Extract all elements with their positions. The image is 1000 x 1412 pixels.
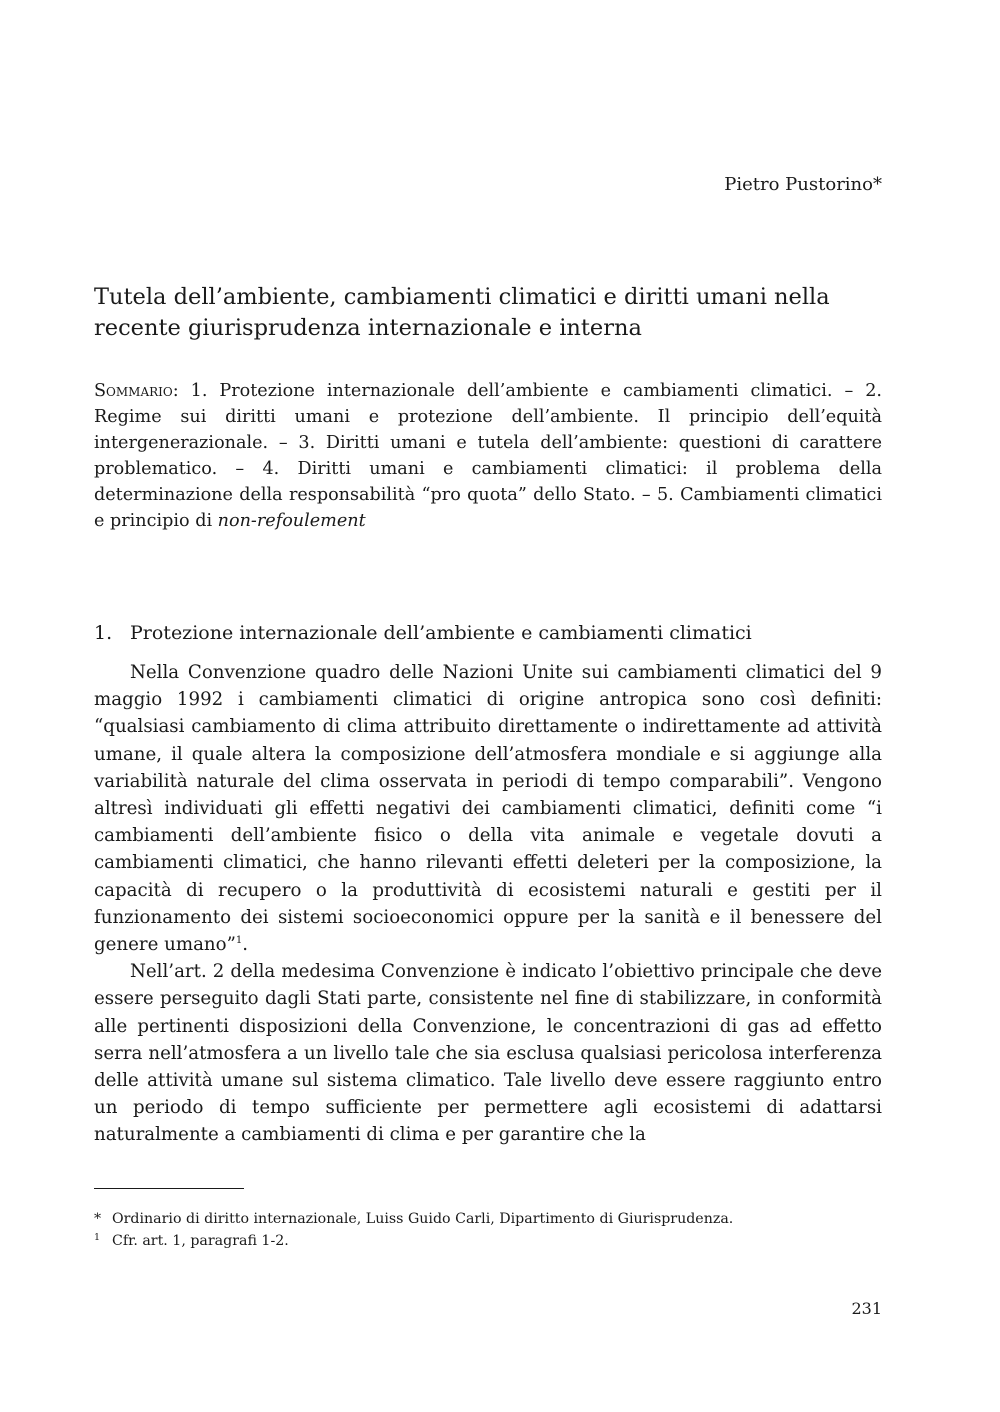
footnote-text: Cfr. art. 1, paragrafi 1-2. (112, 1233, 289, 1249)
paragraph-1 (94, 659, 882, 958)
paragraph-2 (94, 958, 882, 1148)
summary-text: 1. Protezione internazionale dell’ambiente e cambiamenti climatici. – 2. Regime sui diritti umani e protezione dell’ambiente. Il principio dell’equità intergenerazionale. – 3. Diritti umani e tutela dell’ambiente: questioni di carattere problematico. – 4. Diritti umani e cambiamenti climatici: il problema della determinazione della responsabilità “pro quota” dello Stato. – 5. Cambiamenti climatici e principio di (94, 381, 882, 531)
footnote-divider (94, 1188, 244, 1189)
paragraph-1-text: Nella Convenzione quadro delle Nazioni Unite sui cambiamenti climatici del 9 maggio 1992 i cambiamenti climatici di origine antropica sono così definiti: “qualsiasi cambiamento di clima attribuito direttamente o indirettamente ad attività umane, il quale altera la composizione dell’atmosfera mondiale e si aggiunge alla variabilità naturale del clima osservata in periodi di tempo comparabili”. Vengono altresì individuati gli effetti negativi dei cambiamenti climatici, definiti come “i cambiamenti dell’ambiente fisico o della vita animale e vegetale dovuti a cambiamenti climatici, che hanno rilevanti effetti deleteri per la composizione, la capacità di recupero o la produttività di ecosistemi naturali e gestiti per il funzionamento dei sistemi socioeconomici oppure per la sanità e il benessere del genere umano” (94, 662, 882, 956)
footnote-author (94, 1208, 882, 1230)
paragraph-1-tail: . (242, 934, 249, 956)
summary-italic: non-refoulement (217, 511, 366, 531)
article-title: Tutela dell’ambiente, cambiamenti climatici e diritti umani nella recente giurisprudenza internazionale e interna (94, 284, 830, 341)
footnote-ref-1[interactable]: 1 (235, 934, 243, 946)
summary-label: Sommario: (94, 381, 179, 401)
summary (94, 378, 882, 534)
footnotes (94, 1208, 882, 1252)
footnote-text: Ordinario di diritto internazionale, Luiss Guido Carli, Dipartimento di Giurisprudenza. (112, 1211, 734, 1227)
section-heading (94, 620, 882, 646)
footnote-1: 1 Cfr. art. 1, paragrafi 1-2. (94, 1232, 289, 1249)
section-title: Protezione internazionale dell’ambiente e cambiamenti climatici (130, 622, 752, 644)
paper-page (94, 0, 882, 1412)
body-text (94, 659, 882, 1149)
page-number: 231 (851, 1299, 882, 1318)
section-number: 1. (94, 622, 113, 644)
paragraph-2-text: Nell’art. 2 della medesima Convenzione è indicato l’obiettivo principale che deve essere perseguito dagli Stati parte, consistente nel fine di stabilizzare, in conformità alle pertinenti disposizioni della Convenzione, le concentrazioni di gas ad effetto serra nell’atmosfera a un livello tale che sia esclusa qualsiasi pericolosa interferenza delle attività umane sul sistema climatico. Tale livello deve essere raggiunto entro un periodo di tempo sufficiente per permettere agli ecosistemi di adattarsi naturalmente a cambiamenti di clima e per garantire che la (94, 961, 882, 1146)
footnote-mark: * (94, 1211, 102, 1227)
author-name: Pietro Pustorino* (724, 174, 882, 195)
